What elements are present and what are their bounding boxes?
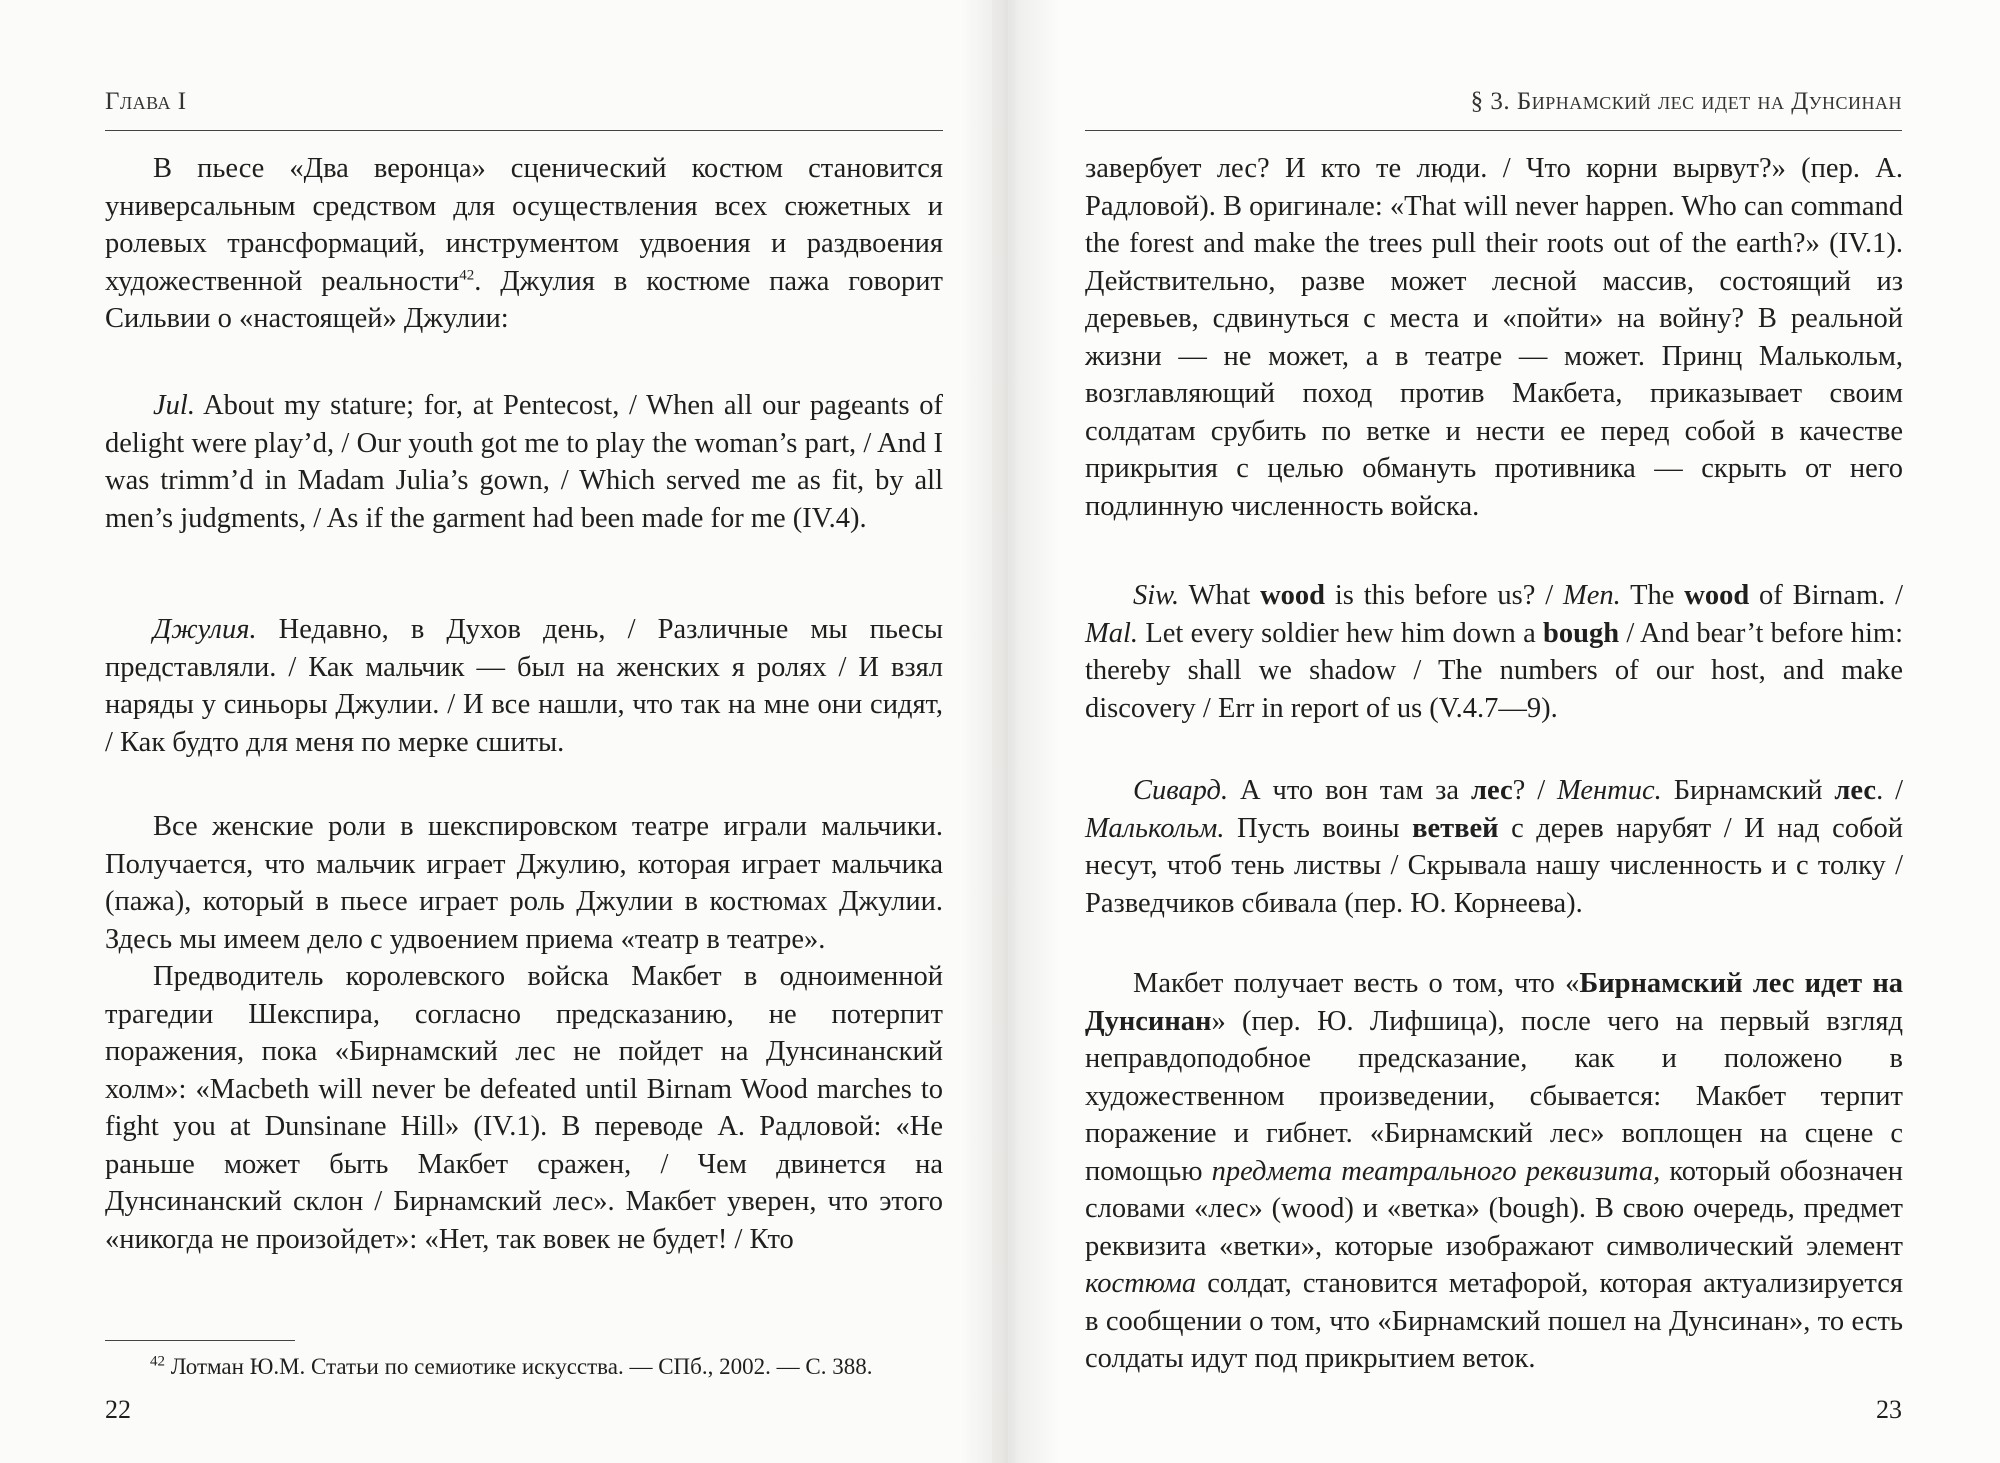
right-paragraph-1	[1085, 150, 1903, 525]
speaker-men: Men.	[1563, 580, 1621, 611]
quote-text: What	[1179, 580, 1261, 611]
footnote-number: 42	[150, 1353, 165, 1370]
left-running-header: Глава I	[105, 88, 187, 115]
quote-text: Let every soldier hew him down a	[1138, 617, 1544, 649]
bold-term: лес	[1471, 775, 1513, 806]
book-gutter	[960, 0, 1060, 1463]
quote-text: А что вон там за	[1228, 775, 1471, 806]
quote-en-text: About my stature; for, at Pentecost, / When all our pageants of delight were play’d, / Our youth got me to play the woman’s part, / And I was trimm’d in Madam Julia’s gown, / Which served me as fit, by all men’s judgments, / As if the garment had been made for me (IV.4).	[105, 390, 943, 534]
speaker-malcolm: Малькольм.	[1085, 812, 1225, 844]
page-number-left: 22	[105, 1395, 131, 1424]
left-paragraph-1	[105, 150, 943, 338]
left-paragraph-2	[105, 808, 943, 1258]
para-text: который обозначен словами «лес» (wood) и «ветка» (bough). В свою очередь, предмет реквизита «ветки», которые изображают символический элемент	[1085, 1155, 1903, 1262]
speaker-jul: Jul.	[153, 390, 195, 421]
right-header-rule	[1085, 130, 1902, 131]
right-para1-text: завербует лес? И кто те люди. / Что корни вырвут?» (пер. А. Радловой). В оригинале: «That will never happen. Who can command the forest and make the trees pull their roots out of the earth?» (IV.1). Действительно, разве может лесной массив, состоящий из деревьев, сдвинуться с места и «пойти» на войну? В реальной жизни — не может, а в театре — может. Принц Малькольм, возглавляющий поход против Макбета, приказывает своим солдатам срубить по ветке и нести ее перед собой в качестве прикрытия с целью обмануть противника — скрыть от него подлинную численность войска.	[1085, 153, 1903, 522]
footnote-text: Лотман Ю.М. Статьи по семиотике искусства. — СПб., 2002. — С. 388.	[165, 1354, 873, 1379]
quote-text: Бирнамский	[1661, 775, 1835, 806]
para-text: солдат, становится метафорой, которая актуализируется в сообщении о том, что «Бирнамский пошел на Дунсинан», то есть солдаты идут под прикрытием веток.	[1085, 1268, 1903, 1374]
quote-text: ? /	[1512, 775, 1558, 806]
page-number-right: 23	[1876, 1395, 1902, 1424]
left-quote-english	[105, 387, 943, 537]
right-quote-english	[1085, 577, 1903, 727]
bold-term: wood	[1684, 580, 1750, 611]
quote-text: of Birnam. /	[1749, 580, 1904, 611]
left-para1-text-end: . Джулия в костюме пажа говорит Сильвии о «настоящей» Джулии:	[105, 265, 943, 334]
quote-text: Пусть воины	[1224, 812, 1413, 844]
footnote-rule	[105, 1340, 295, 1341]
right-quote-russian	[1085, 772, 1903, 922]
speaker-siward: Сивард.	[1133, 775, 1229, 806]
bold-phrase: Бирнамский лес идет на Дунсинан	[1085, 968, 1904, 1037]
speaker-julia: Джулия.	[153, 614, 257, 645]
quote-text: / And bear’t before him: thereby shall we shadow / The numbers of our host, and make discovery / Err in report of us (V.4.7—9).	[1085, 617, 1903, 724]
bold-term: лес	[1834, 775, 1877, 806]
left-para3-text: Предводитель королевского войска Макбет в одноименной трагедии Шекспира, согласно предсказанию, не потерпит поражения, пока «Бирнамский лес не пойдет на Дунсинанский холм»: «Macbeth will never be defeated until Birnam Wood marches to fight you at Dunsinane Hill» (IV.1). В переводе А. Радловой: «Не раньше может быть Макбет сражен, / Чем двинется на Дунсинанский склон / Бирнамский лес». Макбет уверен, что этого «никогда не произойдет»: «Нет, так вовек не будет! / Кто	[105, 961, 943, 1255]
footnote-reference: 42	[459, 267, 475, 283]
speaker-mal: Mal.	[1085, 617, 1139, 649]
quote-text: с дерев нарубят / И над собой несут, чтоб тень листвы / Скрывала нашу численность и с толку / Разведчиков сбивала (пер. Ю. Корнеева).	[1085, 812, 1903, 919]
para-text: » (пер. Ю. Лифшица), после чего на первый взгляд неправдоподобное предсказание, как и положено в художественном произведении, сбывается: Макбет терпит поражение и гибнет. «Бирнамский лес» воплощен на сцене с помощью	[1085, 1005, 1903, 1187]
italic-phrase: костюма	[1085, 1268, 1197, 1299]
para-text: Макбет получает весть о том, что «	[1133, 968, 1580, 999]
speaker-siw: Siw.	[1133, 580, 1180, 611]
left-para1-text: В пьесе «Два веронца» сценический костюм становится универсальным средством для осуществления всех сюжетных и ролевых трансформаций, инструментом удвоения и раздвоения художественной реальности	[105, 153, 943, 297]
left-para2-text: Все женские роли в шекспировском театре играли мальчики. Получается, что мальчик играет Джулию, которая играет мальчика (пажа), который в пьесе играет роль Джулии в костюмах Джулии. Здесь мы имеем дело с удвоением приема «театр в театре».	[105, 811, 943, 955]
bold-term: wood	[1260, 580, 1326, 611]
bold-term: ветвей	[1412, 812, 1499, 844]
quote-text: is this before us? /	[1325, 580, 1563, 611]
left-quote-russian	[105, 611, 943, 761]
footnote-42	[105, 1352, 943, 1382]
quote-ru-text: Недавно, в Духов день, / Различные мы пьесы представляли. / Как мальчик — был на женских я ролях / И взял наряды у синьоры Джулии. / И все нашли, что так на мне они сидят, / Как будто для меня по мерке сшиты.	[105, 614, 943, 758]
bold-term: bough	[1543, 617, 1620, 649]
left-header-rule	[105, 130, 943, 131]
italic-phrase: предмета театрального реквизита,	[1211, 1155, 1661, 1187]
right-running-header: § 3. Бирнамский лес идет на Дунсинан	[1470, 88, 1902, 115]
right-paragraph-2	[1085, 965, 1903, 1378]
speaker-mentis: Ментис.	[1557, 775, 1662, 806]
quote-text: . /	[1876, 775, 1904, 806]
quote-text: The	[1620, 580, 1685, 611]
